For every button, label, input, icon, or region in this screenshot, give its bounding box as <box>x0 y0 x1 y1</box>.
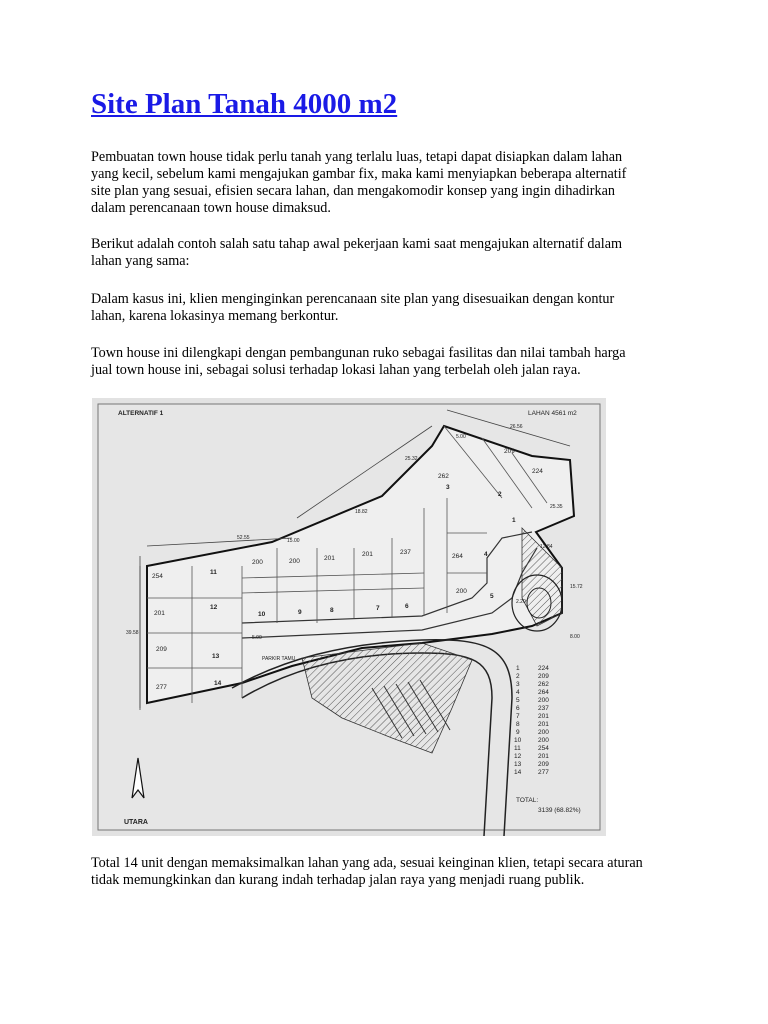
total-value: 3139 (68.82%) <box>538 807 581 814</box>
unit-number: 9 <box>298 609 302 616</box>
unit-number: 4 <box>484 551 488 558</box>
lot-area: 254 <box>152 573 163 580</box>
text-line: jual town house ini, sebagai solusi terhadap lokasi lahan yang terbelah oleh jalan raya. <box>91 362 581 378</box>
schedule-no: 11 <box>514 745 521 752</box>
schedule-no: 14 <box>514 769 522 776</box>
schedule-no: 9 <box>516 729 520 736</box>
schedule-no: 5 <box>516 697 520 704</box>
dimension-label: 39.58 <box>126 630 139 636</box>
lot-area: 209 <box>504 448 515 455</box>
schedule-area: 201 <box>538 713 549 720</box>
schedule-no: 2 <box>516 673 520 680</box>
lot-area: 200 <box>456 588 467 595</box>
unit-number: 5 <box>490 593 494 600</box>
dimension-label: 8.00 <box>570 634 580 640</box>
paragraph-intro <box>91 149 691 217</box>
paragraph-example <box>91 236 691 270</box>
schedule-area: 224 <box>538 665 549 672</box>
site-plan-figure <box>92 398 606 836</box>
schedule-area: 201 <box>538 721 549 728</box>
lot-area: 200 <box>252 559 263 566</box>
schedule-area: 237 <box>538 705 549 712</box>
dimension-label: 25.35 <box>550 504 563 510</box>
text-line: lahan yang sama: <box>91 253 190 269</box>
schedule-no: 7 <box>516 713 520 720</box>
dimension-label: 25.32 <box>405 456 418 462</box>
schedule-area: 200 <box>538 697 549 704</box>
schedule-no: 10 <box>514 737 522 744</box>
lot-area: 200 <box>289 558 300 565</box>
schedule-no: 8 <box>516 721 520 728</box>
schedule-no: 1 <box>516 665 520 672</box>
parking-label: PARKIR TAMU <box>262 656 296 662</box>
unit-number: 12 <box>210 604 218 611</box>
lot-area: 201 <box>362 551 373 558</box>
schedule-area: 254 <box>538 745 549 752</box>
schedule-area: 209 <box>538 673 549 680</box>
schedule-no: 13 <box>514 761 522 768</box>
site-plan-labels <box>92 398 606 836</box>
unit-number: 14 <box>214 680 222 687</box>
area-label: LAHAN 4561 m2 <box>528 410 577 417</box>
unit-number: 10 <box>258 611 266 618</box>
text-line: Town house ini dilengkapi dengan pembangunan ruko sebagai fasilitas dan nilai tambah harga <box>91 345 626 361</box>
paragraph-closing <box>91 855 691 889</box>
schedule-no: 4 <box>516 689 520 696</box>
schedule-area: 200 <box>538 737 549 744</box>
dimension-label: 15.00 <box>287 538 300 544</box>
lot-area: 201 <box>324 555 335 562</box>
unit-number: 2 <box>498 491 502 498</box>
unit-number: 8 <box>330 607 334 614</box>
dimension-label: 5.00 <box>252 635 262 641</box>
text-line: Dalam kasus ini, klien menginginkan perencanaan site plan yang disesuaikan dengan kontur <box>91 291 615 307</box>
lot-area: 262 <box>438 473 449 480</box>
lot-area: 277 <box>156 684 167 691</box>
dimension-label: 52.55 <box>237 535 250 541</box>
paragraph-townhouse <box>91 345 691 379</box>
area-schedule <box>514 665 581 814</box>
text-line: site plan yang sesuai, efisien secara lahan, dan mengakomodir konsep yang ingin dihadirkan <box>91 183 615 199</box>
total-label: TOTAL: <box>516 797 539 804</box>
text-line: dalam perencanaan town house dimaksud. <box>91 200 331 216</box>
schedule-area: 262 <box>538 681 549 688</box>
schedule-area: 277 <box>538 769 549 776</box>
lot-area: 209 <box>156 646 167 653</box>
north-label: UTARA <box>124 819 148 826</box>
text-line: Total 14 unit dengan memaksimalkan lahan yang ada, sesuai keinginan klien, tetapi secara aturan <box>91 855 643 871</box>
text-line: Pembuatan town house tidak perlu tanah yang terlalu luas, tetapi dapat disiapkan dalam lahan <box>91 149 623 165</box>
lot-area: 264 <box>452 553 463 560</box>
page-title[interactable]: Site Plan Tanah 4000 m2 <box>91 88 398 120</box>
dimension-label: 2.20 <box>516 599 526 605</box>
dimension-label: 18.82 <box>355 509 368 515</box>
text-line: yang kecil, sebelum kami mengajukan gambar fix, maka kami menyiapkan beberapa alternatif <box>91 166 627 182</box>
unit-number: 1 <box>512 517 516 524</box>
schedule-area: 264 <box>538 689 549 696</box>
dimension-label: 26.56 <box>510 424 523 430</box>
schedule-no: 6 <box>516 705 520 712</box>
dimension-label: 5.00 <box>456 434 466 440</box>
unit-number: 11 <box>210 569 217 576</box>
schedule-no: 3 <box>516 681 520 688</box>
dimension-label: 12.84 <box>540 544 553 550</box>
text-line: lahan, karena lokasinya memang berkontur. <box>91 308 339 324</box>
schedule-no: 12 <box>514 753 522 760</box>
schedule-area: 200 <box>538 729 549 736</box>
text-line: Berikut adalah contoh salah satu tahap awal pekerjaan kami saat mengajukan alternatif dalam <box>91 236 623 252</box>
unit-number: 3 <box>446 484 450 491</box>
unit-number: 13 <box>212 653 220 660</box>
alternative-label: ALTERNATIF 1 <box>118 410 164 417</box>
unit-number: 6 <box>405 603 409 610</box>
schedule-area: 201 <box>538 753 549 760</box>
paragraph-case <box>91 291 691 325</box>
text-line: tidak memungkinkan dan kurang indah terhadap jalan raya yang menjadi ruang publik. <box>91 872 585 888</box>
lot-area: 201 <box>154 610 165 617</box>
schedule-area: 209 <box>538 761 549 768</box>
lot-area: 237 <box>400 549 411 556</box>
unit-number: 7 <box>376 605 380 612</box>
lot-area: 224 <box>532 468 543 475</box>
dimension-label: 15.72 <box>570 584 583 590</box>
